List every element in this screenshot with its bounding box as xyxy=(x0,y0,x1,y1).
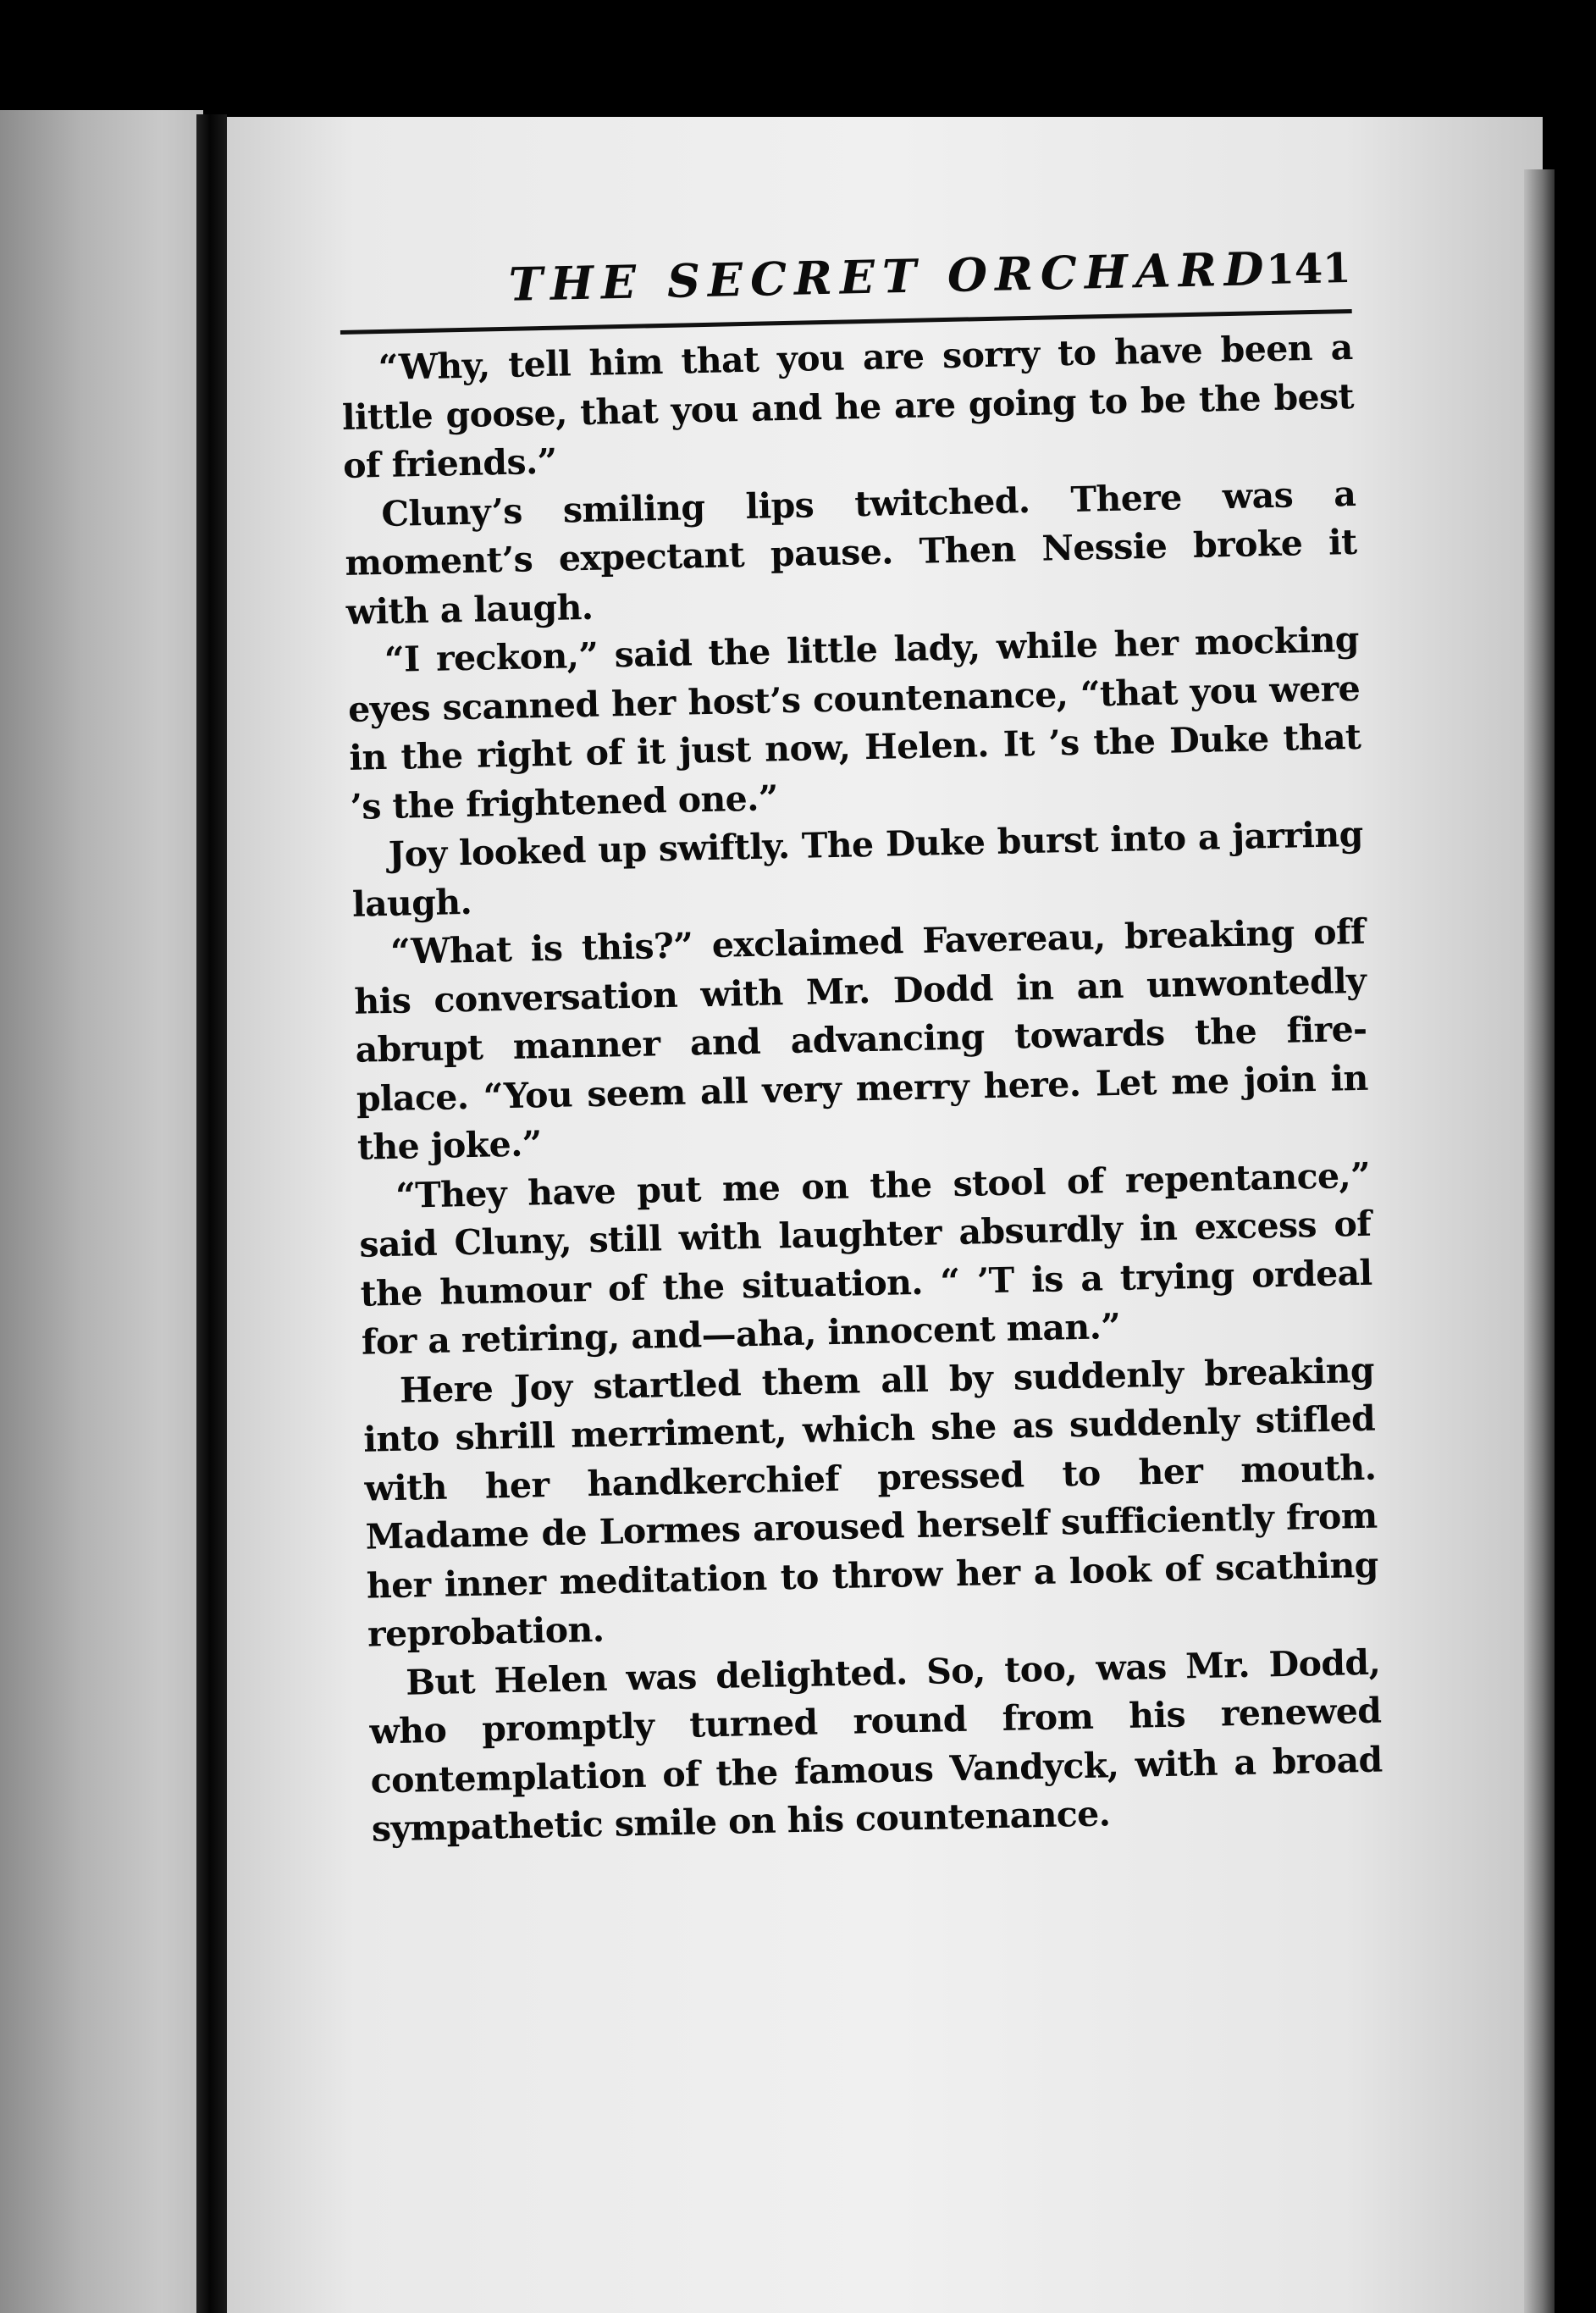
page-edge-shadow xyxy=(1524,169,1555,2313)
paragraph: “I reckon,” said the little lady, while her mocking eyes scanned her host’s countenance, “that you were in the right of it just now, Helen. It ’s the Duke that ’s the frightened one.” xyxy=(347,618,1361,827)
paragraph: “What is this?” exclaimed Favereau, breaking off his conversation with Mr. Dodd in an unwontedly abrupt manner and advancing towards the fire-place. “You seem all very merry here. Let me join in the joke.” xyxy=(353,910,1369,1168)
facing-page-edge xyxy=(0,110,203,2313)
paragraph: But Helen was delighted. So, too, was Mr. Dodd, who promptly turned round from his renewed contemplation of the famous Vandyck, with a broad sympathetic smile on his countenance. xyxy=(369,1641,1383,1850)
running-title: THE SECRET ORCHARD xyxy=(508,241,1273,312)
paragraph: Joy looked up swiftly. The Duke burst into a jarring laugh. xyxy=(351,813,1364,925)
paragraph: Here Joy startled them all by suddenly breaking into shrill merriment, which she as suddenly stifled with her handkerchief pressed to her mouth. Madame de Lormes aroused herself sufficiently from her inner meditation to throw her a look of scathing reprobation. xyxy=(362,1349,1379,1655)
paragraph: “They have put me on the stool of repentance,” said Cluny, still with laughter absurdly in excess of the humour of the situation. “ ’T is a trying ordeal for a retiring, and—aha, innocent man.” xyxy=(359,1154,1372,1363)
book-gutter xyxy=(196,114,227,2313)
page-number: 141 xyxy=(1265,244,1352,295)
page-text-block xyxy=(339,233,1383,1854)
paragraph: Cluny’s smiling lips twitched. There was a moment’s expectant pause. Then Nessie broke it with a laugh. xyxy=(345,473,1357,633)
paragraph: “Why, tell him that you are sorry to have been a little goose, that you and he are going to be the best of friends.” xyxy=(341,326,1355,486)
